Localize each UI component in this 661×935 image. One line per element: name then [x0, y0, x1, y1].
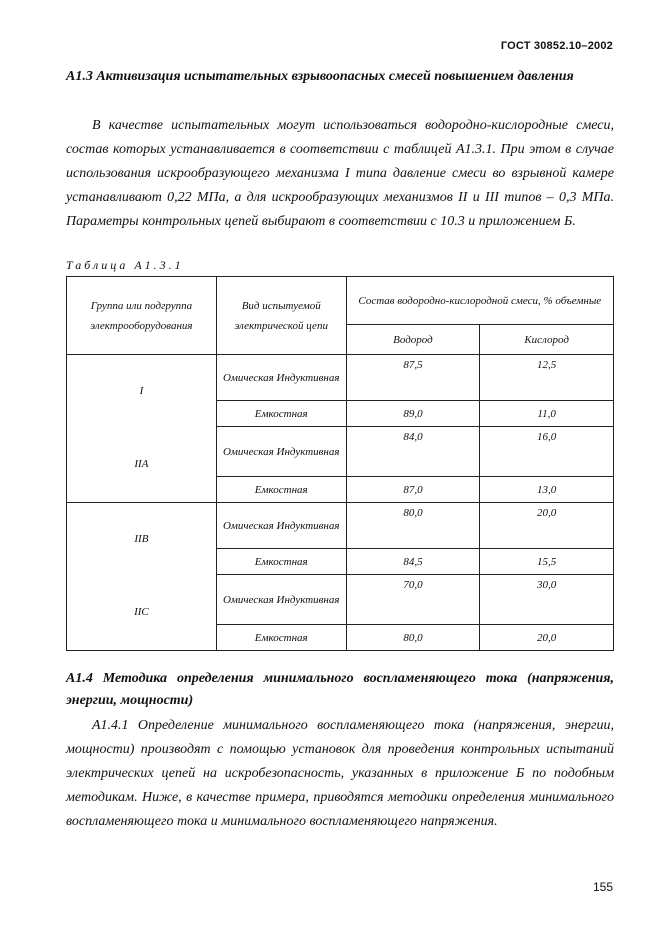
section-a13-title: А1.3 Активизация испытательных взрывоопасных смесей повышением давления: [66, 69, 574, 84]
header-circuit: Вид испытуемой электрической цепи: [216, 277, 346, 355]
circuit-cell: Омическая Индуктивная: [216, 427, 346, 477]
oxygen-cell: 11,0: [480, 401, 614, 427]
hydrogen-cell: 84,0: [346, 427, 480, 477]
hydrogen-cell: 84,5: [346, 549, 480, 575]
section-a13-body: В качестве испытательных могут использоваться водородно-кислородные смеси, состав которых устанавливается в соответствии с таблицей А1.3.1. При этом в случае использования искрообразующего механизма I типа давление смеси во взрывной камере устанавливают 0,22 МПа, а для искрообразующих механизмов II и III типов – 0,3 МПа. Параметры контрольных цепей выбирают в соответствии с 10.3 и приложением Б.: [66, 118, 614, 229]
oxygen-cell: 20,0: [480, 625, 614, 651]
hydrogen-cell: 70,0: [346, 575, 480, 625]
group-cell: IIC: [67, 575, 217, 651]
hydrogen-cell: 89,0: [346, 401, 480, 427]
header-composition: Состав водородно-кислородной смеси, % объемные: [346, 277, 613, 325]
circuit-cell: Емкостная: [216, 477, 346, 503]
document-header: ГОСТ 30852.10–2002: [500, 40, 613, 52]
oxygen-cell: 12,5: [480, 355, 614, 401]
circuit-cell: Омическая Индуктивная: [216, 355, 346, 401]
group-cell: IIB: [67, 503, 217, 575]
header-group: Группа или подгруппа электрооборудования: [67, 277, 217, 355]
hydrogen-cell: 87,5: [346, 355, 480, 401]
circuit-cell: Омическая Индуктивная: [216, 503, 346, 549]
table-caption: Таблица А1.3.1: [66, 258, 184, 272]
oxygen-cell: 13,0: [480, 477, 614, 503]
section-a14-title: А1.4 Методика определения минимального воспламеняющего тока (напряжения, энергии, мощности): [66, 671, 614, 708]
group-cell: IIA: [67, 427, 217, 503]
circuit-cell: Емкостная: [216, 549, 346, 575]
header-hydrogen: Водород: [346, 325, 480, 355]
oxygen-cell: 16,0: [480, 427, 614, 477]
circuit-cell: Емкостная: [216, 401, 346, 427]
hydrogen-cell: 80,0: [346, 625, 480, 651]
composition-table: [66, 276, 614, 651]
page-number: 155: [592, 880, 613, 894]
circuit-cell: Емкостная: [216, 625, 346, 651]
hydrogen-cell: 87,0: [346, 477, 480, 503]
header-oxygen: Кислород: [480, 325, 614, 355]
section-a14-body: А1.4.1 Определение минимального воспламеняющего тока (напряжения, энергии, мощности) производят с помощью установок для проведения контрольных испытаний электрических цепей на искробезопасность, указанных в приложение Б по подобным методикам. Ниже, в качестве примера, приводятся методики определения минимального воспламеняющего тока и минимального воспламеняющего напряжения.: [66, 718, 614, 829]
hydrogen-cell: 80,0: [346, 503, 480, 549]
group-cell: I: [67, 355, 217, 427]
oxygen-cell: 20,0: [480, 503, 614, 549]
circuit-cell: Омическая Индуктивная: [216, 575, 346, 625]
oxygen-cell: 30,0: [480, 575, 614, 625]
oxygen-cell: 15,5: [480, 549, 614, 575]
